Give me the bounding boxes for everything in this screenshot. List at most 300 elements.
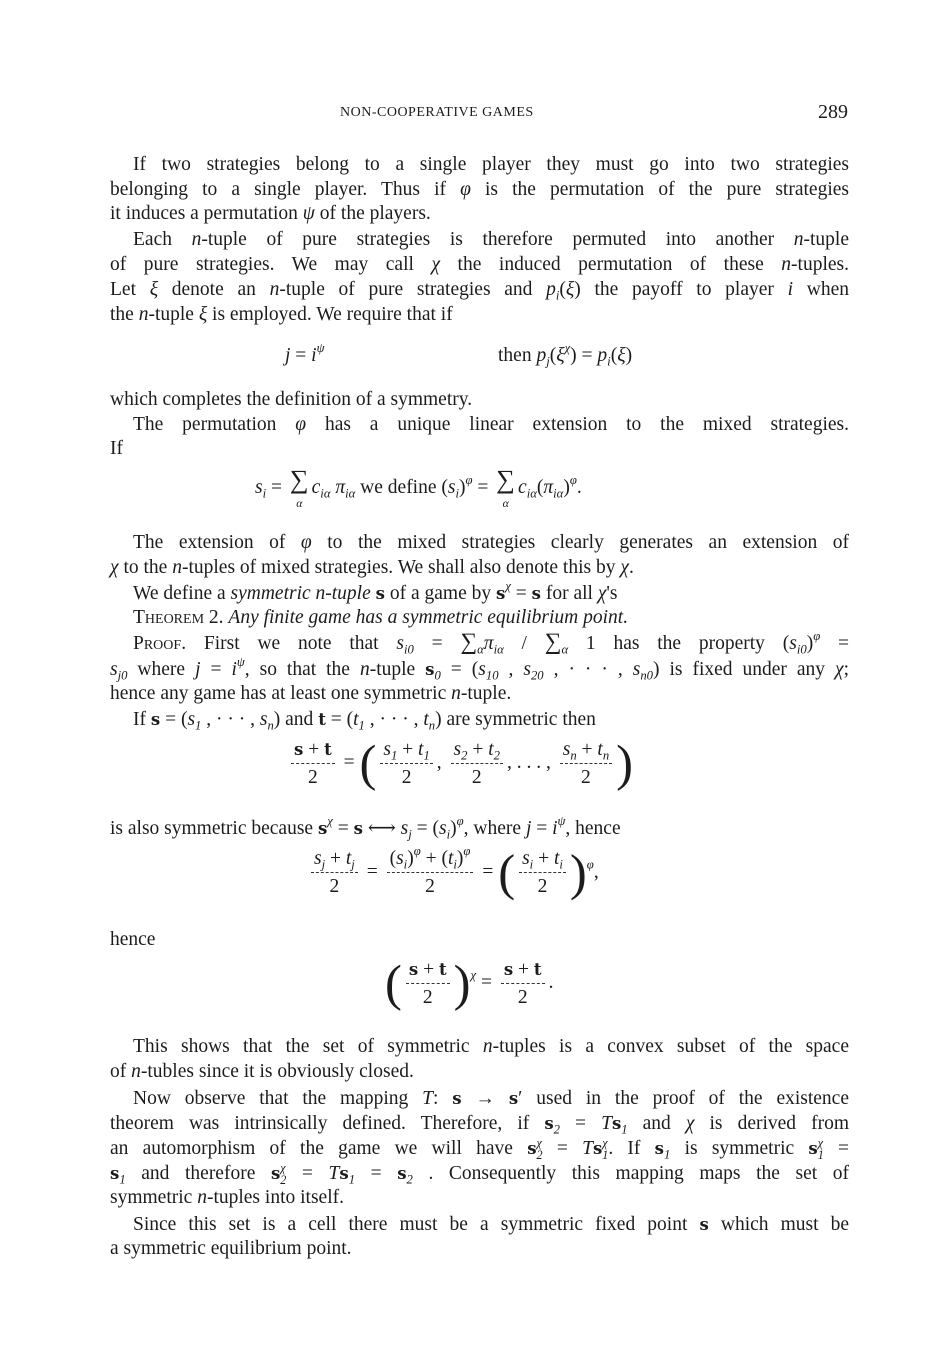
italic-text: j bbox=[195, 659, 201, 680]
italic-text: n bbox=[269, 279, 280, 300]
numerator bbox=[291, 737, 335, 764]
text-run: , · · · , bbox=[543, 659, 633, 680]
text-run: . bbox=[548, 971, 554, 993]
superscript: χ bbox=[536, 1136, 542, 1151]
subscript: i0 bbox=[796, 642, 807, 657]
subscript: 0 bbox=[434, 668, 441, 683]
text-run: the induced permutation of these bbox=[440, 254, 782, 275]
italic-text: T bbox=[582, 1138, 593, 1159]
para-line bbox=[110, 1237, 352, 1261]
para-line bbox=[110, 1111, 849, 1136]
text-run: -tuple of pure strategies is therefore permuted into another bbox=[201, 229, 794, 250]
italic-text: t bbox=[353, 709, 359, 730]
text-run: 2 bbox=[401, 766, 412, 788]
text-run: for all bbox=[540, 583, 598, 604]
italic-text: t bbox=[345, 848, 352, 869]
text-run: = bbox=[542, 1138, 583, 1159]
text-run: + bbox=[303, 739, 325, 760]
bold-symbol: s bbox=[317, 818, 328, 838]
subscript: i bbox=[529, 857, 534, 872]
italic-text: π bbox=[543, 476, 554, 498]
italic-text: χ bbox=[835, 659, 844, 680]
italic-text: i bbox=[231, 659, 237, 680]
italic-text: j bbox=[285, 345, 291, 366]
text-run: -tuple bbox=[148, 304, 199, 325]
italic-text: c bbox=[311, 476, 321, 498]
text-run: If bbox=[110, 438, 123, 459]
text-run: of bbox=[110, 1061, 132, 1082]
small-caps-text: Proof bbox=[133, 633, 182, 654]
sigma-symbol: ∑ bbox=[496, 465, 516, 494]
text-run: and bbox=[627, 1113, 686, 1134]
numerator bbox=[380, 738, 432, 764]
text-run: has a unique linear extension to the mixed strategies. bbox=[306, 414, 849, 435]
text-run: ) the payoff to player bbox=[574, 279, 788, 300]
text-run: which completes the definition of a symmetry. bbox=[110, 389, 473, 410]
text-run: = bbox=[477, 861, 499, 883]
bold-symbol: s bbox=[699, 1214, 709, 1234]
bold-symbol: t bbox=[438, 959, 447, 979]
small-caps-text: Theorem bbox=[133, 607, 205, 628]
large-paren: ) bbox=[453, 955, 471, 1012]
bold-symbol: s bbox=[592, 1138, 603, 1158]
italic-text: t bbox=[488, 738, 494, 760]
subscript: 1 bbox=[358, 718, 365, 733]
subscript: j0 bbox=[117, 668, 128, 683]
text-run: ; bbox=[843, 659, 850, 680]
text-run: 2. bbox=[204, 607, 229, 628]
italic-text: Any finite game has a symmetric equilibrium point. bbox=[228, 607, 629, 628]
italic-text: ξ bbox=[617, 345, 626, 366]
italic-text: n bbox=[359, 659, 370, 680]
text-run: + bbox=[576, 738, 598, 760]
sigma-symbol: ∑ bbox=[460, 629, 478, 655]
text-run: -tuples into itself. bbox=[206, 1187, 344, 1208]
italic-text: ξ bbox=[565, 279, 575, 300]
fraction bbox=[291, 737, 335, 790]
italic-text: s bbox=[447, 476, 456, 498]
para-line bbox=[133, 1086, 849, 1111]
text-run: = bbox=[413, 633, 461, 654]
text-run: , bbox=[498, 659, 524, 680]
subscript: 1 bbox=[348, 1172, 356, 1187]
subscript: 1 bbox=[423, 747, 430, 762]
italic-text: s bbox=[396, 848, 404, 869]
text-run: . Consequently this mapping maps the set of bbox=[412, 1163, 850, 1184]
denominator bbox=[501, 984, 545, 1010]
text-run: -tuple bbox=[803, 229, 849, 250]
fraction bbox=[387, 844, 474, 899]
subscript: i bbox=[607, 354, 611, 369]
italic-text: χ bbox=[620, 557, 629, 578]
text-run: = bbox=[338, 751, 360, 773]
para-line bbox=[110, 1060, 414, 1084]
text-run: The permutation bbox=[133, 414, 296, 435]
text-run: = bbox=[820, 633, 849, 654]
italic-text: i bbox=[311, 345, 317, 366]
italic-text: i bbox=[552, 818, 558, 839]
text-run: = bbox=[472, 476, 494, 498]
italic-text: s bbox=[383, 738, 391, 760]
italic-text: n bbox=[781, 254, 792, 275]
text-run: : bbox=[433, 1088, 453, 1109]
text-run: ( bbox=[549, 345, 557, 366]
italic-text: s bbox=[314, 848, 322, 869]
equation bbox=[285, 341, 325, 368]
text-run: then bbox=[498, 345, 537, 366]
text-run: = bbox=[290, 345, 312, 366]
italic-text: p bbox=[546, 279, 556, 300]
text-run: = ( bbox=[160, 709, 188, 730]
sigma-symbol: ∑ bbox=[544, 629, 562, 655]
superscript: φ bbox=[465, 473, 473, 487]
denominator bbox=[387, 873, 474, 899]
text-run: of the players. bbox=[314, 203, 431, 224]
italic-text: c bbox=[518, 476, 527, 498]
text-run: . bbox=[628, 557, 634, 578]
para-line bbox=[133, 531, 849, 555]
italic-text: n bbox=[793, 229, 804, 250]
superscript: ψ bbox=[316, 341, 325, 356]
superscript: φ bbox=[463, 844, 471, 859]
text-run: -tuples. bbox=[791, 254, 849, 275]
text-run: = bbox=[286, 1163, 329, 1184]
text-run: ) bbox=[563, 476, 570, 498]
large-paren: ( bbox=[498, 844, 516, 901]
para-line bbox=[110, 682, 511, 706]
text-run: ) bbox=[806, 633, 814, 654]
superscript: ψ bbox=[236, 655, 245, 670]
text-run: = bbox=[531, 818, 553, 839]
subscript: α bbox=[477, 642, 484, 657]
italic-text: p bbox=[597, 345, 608, 366]
para-line bbox=[110, 253, 849, 277]
italic-text: χ bbox=[597, 583, 607, 604]
bold-symbol: s bbox=[110, 1163, 120, 1183]
text-run: ( bbox=[559, 279, 566, 300]
equation bbox=[255, 465, 582, 513]
italic-text: t bbox=[423, 709, 429, 730]
italic-text: s bbox=[110, 659, 118, 680]
bold-symbol: s bbox=[654, 1138, 664, 1158]
italic-text: n bbox=[138, 304, 149, 325]
text-run: . bbox=[576, 476, 582, 498]
italic-text: χ bbox=[685, 1113, 695, 1134]
text-run: we define ( bbox=[355, 476, 448, 498]
subscript: i0 bbox=[403, 642, 414, 657]
subscript: 1 bbox=[390, 747, 398, 762]
text-run: → bbox=[461, 1088, 509, 1109]
italic-text: s bbox=[522, 848, 530, 869]
bold-symbol: s bbox=[611, 1113, 622, 1133]
fraction bbox=[560, 738, 612, 790]
text-run: + bbox=[325, 848, 346, 869]
text-run: -tuple bbox=[369, 659, 426, 680]
text-run: , · · · , bbox=[364, 709, 424, 730]
large-paren: ) bbox=[616, 735, 634, 792]
text-run: = bbox=[200, 659, 232, 680]
text-run: ( bbox=[389, 848, 397, 869]
italic-text: s bbox=[396, 633, 404, 654]
subscript: i bbox=[262, 486, 267, 501]
bold-symbol: s bbox=[294, 739, 304, 759]
italic-text: n bbox=[191, 229, 202, 250]
subscript: i bbox=[453, 857, 457, 872]
subscript: 1 bbox=[195, 718, 202, 733]
bold-symbol: s bbox=[508, 1088, 519, 1108]
subscript: 2 bbox=[406, 1172, 413, 1187]
sum-index: α bbox=[502, 496, 509, 510]
italic-text: t bbox=[418, 738, 424, 760]
text-run: / bbox=[503, 633, 545, 654]
page-number: 289 bbox=[818, 101, 848, 123]
numerator bbox=[451, 738, 503, 764]
bold-symbol: s bbox=[503, 959, 514, 979]
text-run: , bbox=[436, 751, 447, 773]
para-line bbox=[110, 556, 634, 580]
running-title: NON-COOPERATIVE GAMES bbox=[340, 105, 534, 120]
text-run: + bbox=[513, 959, 534, 980]
text-run: . First we note that bbox=[181, 633, 397, 654]
para-line bbox=[110, 1186, 344, 1210]
subscript: 1 bbox=[119, 1172, 126, 1187]
text-run: denote an bbox=[158, 279, 270, 300]
summation bbox=[289, 465, 309, 513]
text-run: ⟷ bbox=[362, 818, 401, 839]
superscript: χ bbox=[602, 1136, 608, 1151]
italic-text: s bbox=[632, 659, 641, 680]
italic-text: φ bbox=[295, 414, 307, 435]
subscript: i bbox=[555, 288, 560, 303]
sum-index: α bbox=[296, 496, 303, 510]
italic-text: s bbox=[400, 818, 409, 839]
text-run: ′ used in the proof of the existence bbox=[518, 1088, 849, 1109]
superscript: ψ bbox=[557, 814, 566, 829]
para-line bbox=[110, 178, 849, 202]
text-run: 's bbox=[606, 583, 618, 604]
bold-symbol: s bbox=[531, 583, 541, 603]
italic-text: T bbox=[328, 1163, 340, 1184]
para-line bbox=[133, 228, 849, 252]
text-run: Now observe that the mapping bbox=[133, 1088, 423, 1109]
subscript: iα bbox=[553, 486, 564, 501]
para-line bbox=[110, 437, 123, 461]
text-run: 2 bbox=[471, 766, 482, 788]
text-run: , · · · , bbox=[201, 709, 260, 730]
para-line bbox=[110, 278, 849, 302]
para-line bbox=[110, 303, 453, 327]
para-line bbox=[110, 657, 849, 682]
text-run: ( bbox=[610, 345, 618, 366]
text-run: is derived from bbox=[694, 1113, 849, 1134]
italic-text: s bbox=[255, 476, 263, 498]
superscript: φ bbox=[586, 857, 594, 872]
para-line bbox=[133, 153, 849, 177]
superscript: φ bbox=[413, 844, 421, 859]
text-run: an automorphism of the game we will have bbox=[110, 1138, 528, 1159]
italic-text: ξ bbox=[149, 279, 159, 300]
text-run: is symmetric bbox=[670, 1138, 809, 1159]
bold-symbol: s bbox=[339, 1163, 349, 1183]
text-run: is the permutation of the pure strategies bbox=[470, 179, 849, 200]
subscript: j bbox=[351, 857, 355, 872]
denominator bbox=[291, 764, 335, 790]
italic-text: φ bbox=[300, 532, 312, 553]
text-run: -tuples is a convex subset of the space bbox=[492, 1036, 849, 1057]
para-line bbox=[110, 1161, 849, 1186]
fraction bbox=[311, 847, 358, 899]
numerator bbox=[387, 844, 474, 873]
text-run: 2 bbox=[425, 876, 435, 897]
text-run: = bbox=[332, 818, 354, 839]
subscript: i bbox=[403, 857, 408, 872]
subscript: 2 bbox=[280, 1172, 287, 1187]
subscript: i bbox=[455, 486, 459, 501]
subscript: 1 bbox=[621, 1122, 628, 1137]
bold-symbol: s bbox=[408, 959, 419, 979]
italic-text: φ bbox=[460, 179, 471, 200]
text-run: of a game by bbox=[384, 583, 496, 604]
text-run: = bbox=[266, 476, 287, 498]
italic-text: ξ bbox=[556, 345, 565, 366]
text-run: which must be bbox=[708, 1214, 850, 1235]
text-run: = bbox=[476, 971, 497, 993]
italic-text: t bbox=[553, 848, 560, 869]
italic-text: ξ bbox=[198, 304, 208, 325]
equation bbox=[498, 341, 633, 369]
subscript: iα bbox=[526, 486, 537, 501]
subscript: 1 bbox=[817, 1147, 824, 1162]
para-line bbox=[133, 629, 849, 657]
text-run: ) bbox=[625, 345, 633, 366]
subscript: iα bbox=[345, 486, 356, 501]
para-line bbox=[110, 202, 431, 226]
subscript: 20 bbox=[530, 668, 544, 683]
text-run: If bbox=[133, 709, 151, 730]
denominator bbox=[380, 764, 432, 790]
italic-text: n bbox=[172, 557, 182, 578]
text-run: ) bbox=[407, 848, 414, 869]
fraction bbox=[406, 957, 450, 1010]
para-line bbox=[133, 1035, 849, 1059]
italic-text: j bbox=[525, 818, 532, 839]
text-run: = ( bbox=[411, 818, 440, 839]
bold-symbol: s bbox=[270, 1163, 281, 1183]
subscript: j bbox=[408, 827, 412, 842]
equation bbox=[287, 737, 633, 790]
italic-text: s bbox=[789, 633, 797, 654]
para-line bbox=[133, 707, 596, 732]
text-run: 1 has the property ( bbox=[568, 633, 790, 654]
text-run: symmetric bbox=[110, 1187, 198, 1208]
para-line bbox=[133, 1212, 849, 1237]
italic-text: T bbox=[422, 1088, 433, 1109]
bold-symbol: s bbox=[375, 583, 385, 603]
denominator bbox=[519, 873, 566, 899]
text-run: , so that the bbox=[244, 659, 360, 680]
text-run: ) bbox=[450, 818, 457, 839]
denominator bbox=[560, 764, 612, 790]
subscript: 2 bbox=[461, 747, 468, 762]
superscript: χ bbox=[564, 341, 571, 356]
subscript: i bbox=[446, 827, 451, 842]
text-run: 2 bbox=[307, 767, 318, 788]
text-run: We define a bbox=[133, 583, 231, 604]
numerator bbox=[406, 957, 450, 984]
text-run: = bbox=[559, 1113, 602, 1134]
text-run: ) = bbox=[570, 345, 598, 366]
italic-text: π bbox=[330, 476, 346, 498]
bold-symbol: s bbox=[527, 1138, 537, 1158]
text-run: = bbox=[355, 1163, 398, 1184]
text-run: + bbox=[418, 959, 439, 980]
subscript: j bbox=[546, 354, 550, 369]
italic-text: n bbox=[451, 683, 461, 704]
italic-text: symmetric n-tuple bbox=[230, 583, 371, 604]
subscript: n bbox=[428, 718, 436, 733]
denominator bbox=[311, 873, 358, 899]
text-run: 2 bbox=[422, 987, 433, 1008]
para-line bbox=[133, 413, 849, 437]
text-run: -tuple. bbox=[460, 683, 512, 704]
text-run: a symmetric equilibrium point. bbox=[110, 1238, 352, 1259]
italic-text: s bbox=[562, 738, 571, 760]
text-run: Each bbox=[133, 229, 192, 250]
bold-symbol: s bbox=[353, 818, 363, 838]
subscript: 10 bbox=[485, 668, 499, 683]
subscript: 1 bbox=[664, 1147, 671, 1162]
italic-text: χ bbox=[431, 254, 441, 275]
text-run: , where bbox=[463, 818, 526, 839]
para-line bbox=[110, 816, 621, 841]
bold-symbol: t bbox=[533, 959, 542, 979]
superscript: φ bbox=[456, 814, 464, 829]
text-run: hence bbox=[110, 929, 156, 950]
text-run: theorem was intrinsically defined. Therefore, if bbox=[110, 1113, 545, 1134]
subscript: α bbox=[561, 642, 569, 657]
subscript: 1 bbox=[602, 1147, 609, 1162]
italic-text: n bbox=[131, 1061, 141, 1082]
denominator bbox=[451, 764, 503, 790]
numerator bbox=[560, 738, 612, 764]
text-run: The extension of bbox=[133, 532, 301, 553]
text-run: -tuples of mixed strategies. We shall also denote this by bbox=[181, 557, 621, 578]
text-run: hence any game has at least one symmetric bbox=[110, 683, 452, 704]
italic-text: s bbox=[259, 709, 268, 730]
superscript: χ bbox=[327, 814, 333, 829]
italic-text: s bbox=[453, 738, 462, 760]
para-line bbox=[110, 928, 155, 952]
italic-text: ψ bbox=[302, 203, 315, 224]
text-run: + ( bbox=[420, 848, 448, 869]
fraction bbox=[501, 957, 545, 1010]
text-run: 2 bbox=[329, 876, 340, 897]
text-run: = ( bbox=[440, 659, 479, 680]
bold-symbol: s bbox=[150, 709, 161, 729]
numerator bbox=[501, 957, 545, 984]
text-run: = bbox=[510, 583, 532, 604]
bold-symbol: s bbox=[808, 1138, 818, 1158]
subscript: 2 bbox=[536, 1147, 543, 1162]
subscript: n bbox=[570, 747, 577, 762]
numerator bbox=[519, 847, 566, 873]
superscript: φ bbox=[569, 473, 577, 487]
text-run: ( bbox=[536, 476, 544, 498]
subscript: n bbox=[267, 718, 274, 733]
subscript: i bbox=[559, 857, 563, 872]
bold-symbol: s bbox=[495, 583, 506, 603]
equation bbox=[307, 844, 599, 901]
